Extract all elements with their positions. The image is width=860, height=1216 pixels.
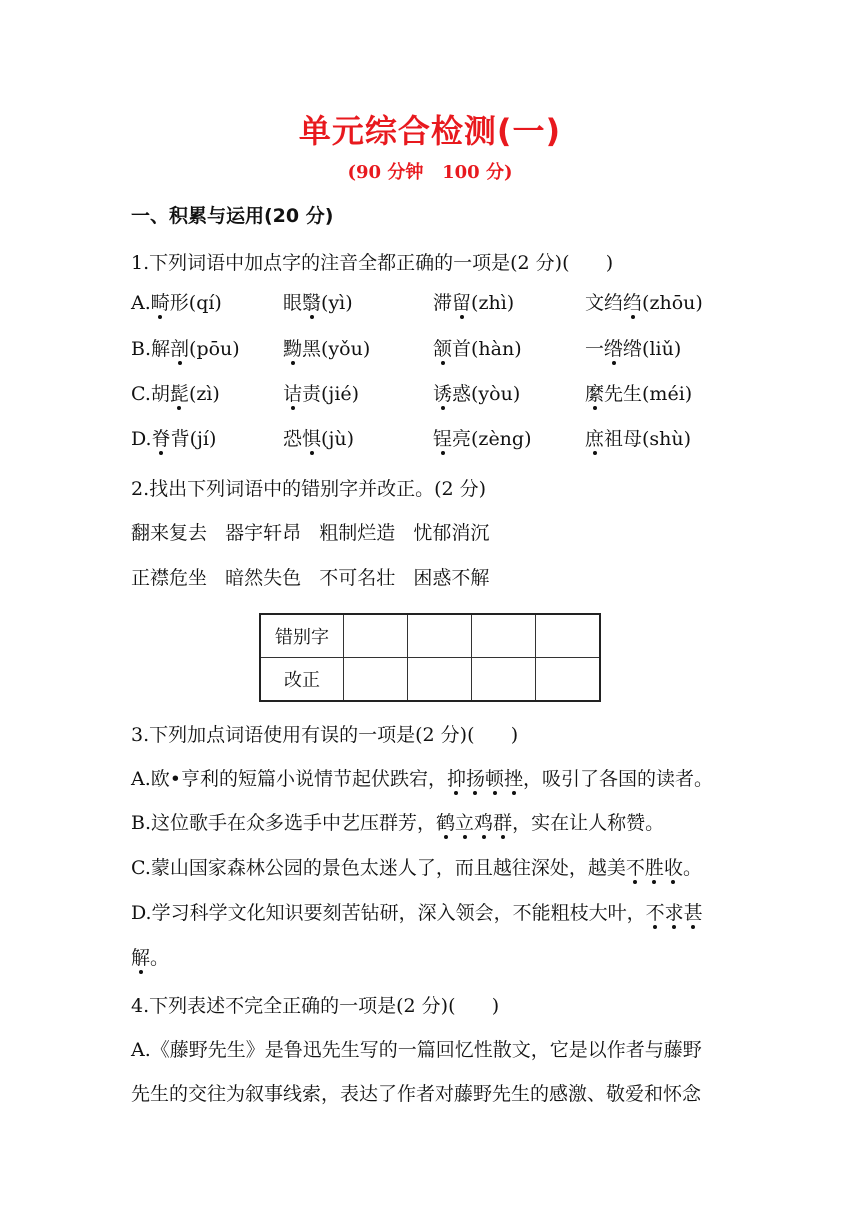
q1-b-item-2: 黝黑(yǒu) (283, 338, 371, 360)
q2-words-line-1: 翻来复去 器宇轩昂 粗制烂造 忧郁消沉 (131, 522, 490, 544)
answer-cell[interactable] (472, 614, 536, 658)
q1-b-item-3: 颔首(hàn) (433, 338, 522, 360)
answer-cell[interactable] (472, 658, 536, 702)
q1-a-item-1: A.畸形(qí) (131, 292, 222, 314)
q1-a-item-2: 眼翳(yì) (283, 292, 353, 314)
table-row-label-wrong: 错别字 (260, 614, 344, 658)
q1-c-item-2: 诘责(jié) (283, 383, 360, 405)
q1-a-item-4: 文绉绉(zhōu) (585, 292, 703, 314)
answer-cell[interactable] (344, 658, 408, 702)
q3-option-d: D.学习科学文化知识要刻苦钻研，深入领会，不能粗枝大叶，不求甚 (131, 902, 703, 924)
q3-stem: 3.下列加点词语使用有误的一项是(2 分)( ) (131, 724, 519, 746)
answer-cell[interactable] (536, 658, 601, 702)
section-heading: 一、积累与运用(20 分) (131, 205, 334, 227)
q3-option-d-continued: 解。 (131, 947, 170, 969)
q1-a-item-3: 滞留(zhì) (433, 292, 515, 314)
page-subtitle: (90 分钟 100 分) (347, 162, 513, 183)
q2-stem: 2.找出下列词语中的错别字并改正。(2 分) (131, 478, 487, 500)
page-title: 单元综合检测(一) (298, 112, 562, 150)
q1-c-item-3: 诱惑(yòu) (433, 383, 521, 405)
q1-b-item-4: 一绺绺(liǔ) (585, 338, 682, 360)
q4-option-a-line-2: 先生的交往为叙事线索，表达了作者对藤野先生的感激、敬爱和怀念 (131, 1083, 702, 1105)
table-row (260, 658, 600, 702)
q3-option-a: A.欧•亨利的短篇小说情节起伏跌宕，抑扬顿挫，吸引了各国的读者。 (131, 768, 714, 790)
q3-option-b: B.这位歌手在众多选手中艺压群芳，鹤立鸡群，实在让人称赞。 (131, 812, 665, 834)
q4-stem: 4.下列表述不完全正确的一项是(2 分)( ) (131, 995, 500, 1017)
answer-cell[interactable] (344, 614, 408, 658)
answer-cell[interactable] (408, 658, 472, 702)
q4-option-a-line-1: A.《藤野先生》是鲁迅先生写的一篇回忆性散文，它是以作者与藤野 (131, 1039, 702, 1061)
q1-d-item-4: 庶祖母(shù) (585, 428, 692, 450)
answer-cell[interactable] (408, 614, 472, 658)
answer-cell[interactable] (536, 614, 601, 658)
correction-table (259, 613, 601, 702)
table-row-label-correct: 改正 (260, 658, 344, 702)
q2-words-line-2: 正襟危坐 暗然失色 不可名壮 困惑不解 (131, 567, 490, 589)
q1-stem: 1.下列词语中加点字的注音全都正确的一项是(2 分)( ) (131, 252, 614, 274)
q1-d-item-3: 锃亮(zèng) (433, 428, 532, 450)
q1-c-item-4: 縻先生(méi) (585, 383, 693, 405)
table-row (260, 614, 600, 658)
q1-b-item-1: B.解剖(pōu) (131, 338, 240, 360)
q1-d-item-2: 恐惧(jù) (283, 428, 354, 450)
q3-option-c: C.蒙山国家森林公园的景色太迷人了，而且越往深处，越美不胜收。 (131, 857, 702, 879)
q1-d-item-1: D.脊背(jí) (131, 428, 217, 450)
q1-c-item-1: C.胡髭(zì) (131, 383, 220, 405)
